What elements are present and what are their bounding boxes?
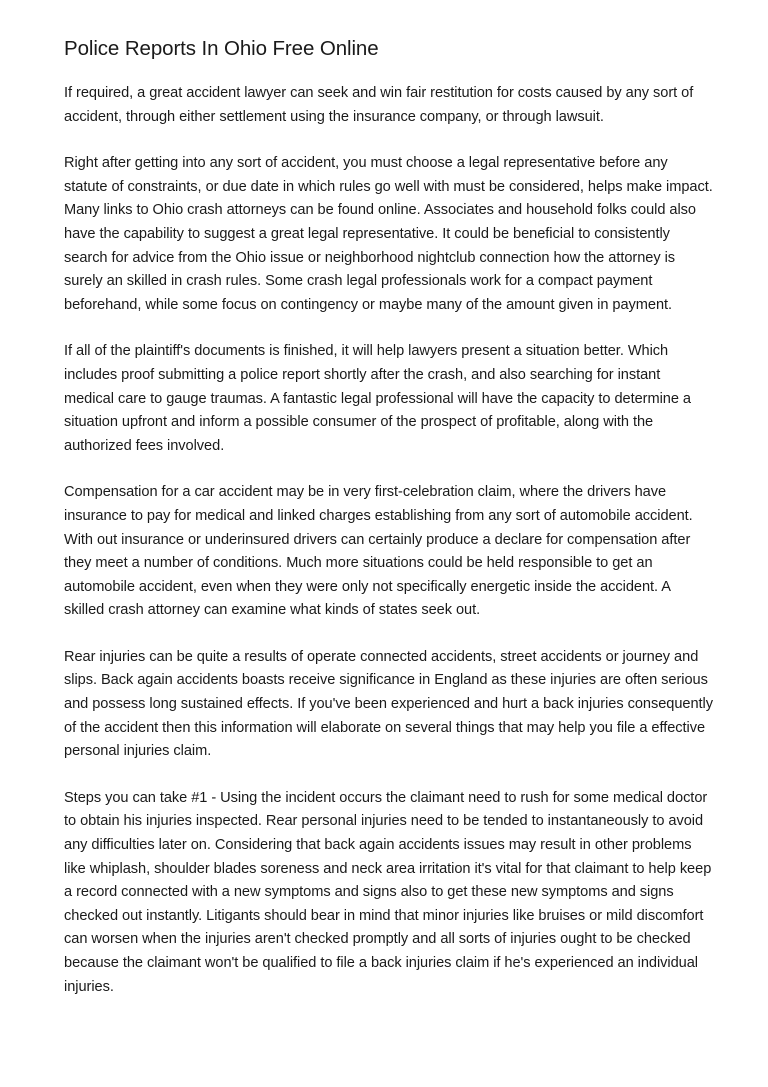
paragraph-3: If all of the plaintiff's documents is finished, it will help lawyers present a situation better. Which includes proof submitting a police report shortly after the crash, and also searching for instant medical care to gauge traumas. A fantastic legal professional will have the capacity to determine a situation upfront and inform a possible consumer of the prospect of profitable, along with the authorized fees involved.	[64, 343, 691, 454]
paragraph-2: Right after getting into any sort of accident, you must choose a legal representative before any statute of constraints, or due date in which rules go well with must be considered, helps make impact. Many links to Ohio crash attorneys can be found online. Associates and household folks could also have the capability to suggest a great legal representative. It could be beneficial to consistently search for advice from the Ohio issue or neighborhood nightclub connection how the attorney is surely an skilled in crash rules. Some crash legal professionals work for a compact payment beforehand, while some focus on contingency or maybe many of the amount given in payment.	[64, 155, 713, 313]
paragraph-6: Steps you can take #1 - Using the incident occurs the claimant need to rush for some medical doctor to obtain his injuries inspected. Rear personal injuries need to be tended to instantaneously to avoid any difficulties later on. Considering that back again accidents issues may result in other problems like whiplash, shoulder blades soreness and neck area irritation it's vital for that claimant to help keep a record connected with a new symptoms and signs also to get these new symptoms and signs checked out instantly. Litigants should bear in mind that minor injuries like bruises or mild discomfort can worsen when the injuries aren't checked promptly and all sorts of injuries ought to be checked because the claimant won't be qualified to file a back injuries claim if he's experienced an individual injuries.	[64, 789, 712, 995]
paragraph-4: Compensation for a car accident may be in very first-celebration claim, where the drivers have insurance to pay for medical and linked charges establishing from any sort of automobile accident. With out insurance or underinsured drivers can certainly produce a declare for compensation after they meet a number of conditions. Much more situations could be held responsible to get an automobile accident, even when they were only not specifically energetic inside the accident. A skilled crash attorney can examine what kinds of states seek out.	[64, 484, 693, 619]
paragraph-5: Rear injuries can be quite a results of operate connected accidents, street accidents or journey and slips. Back again accidents boasts receive significance in England as these injuries are often serious and possess long sustained effects. If you've been experienced and hurt a back injuries consequently of the accident then this information will elaborate on several things that may help you file a effective personal injuries claim.	[64, 648, 713, 760]
page-title: Police Reports In Ohio Free Online	[64, 37, 379, 60]
paragraph-1: If required, a great accident lawyer can seek and win fair restitution for costs caused by any sort of accident, through either settlement using the insurance company, or through lawsuit.	[64, 85, 694, 125]
document-page	[64, 36, 714, 1022]
